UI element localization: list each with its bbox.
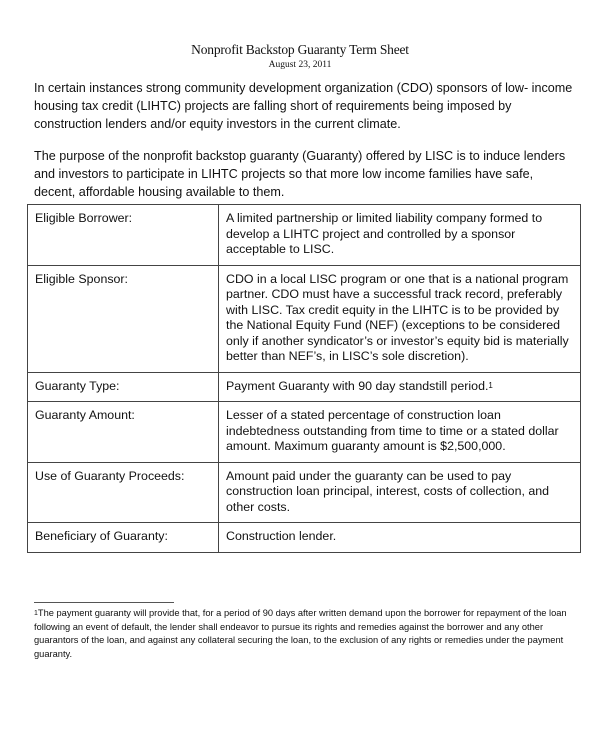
footnote-divider	[34, 602, 174, 603]
term-label: Use of Guaranty Proceeds:	[28, 462, 219, 523]
term-value: Lesser of a stated percentage of construction loan indebtedness outstanding from time to time or a stated dollar amount. Maximum guaranty amount is $2,500,000.	[219, 402, 581, 463]
term-label: Guaranty Type:	[28, 372, 219, 402]
term-label: Eligible Sponsor:	[28, 265, 219, 372]
term-label: Eligible Borrower:	[28, 205, 219, 266]
term-label: Beneficiary of Guaranty:	[28, 523, 219, 553]
footnote-reference: 1	[488, 380, 493, 390]
footnote	[34, 607, 574, 661]
footnote-text: The payment guaranty will provide that, for a period of 90 days after written demand upon the borrower for repayment of the loan following an event of default, the lender shall endeavor to pursue its rights and remedies against the borrower and any other guarantors of the loan, and against any collateral securing the loan, to the exclusion of any rights or remedies under the payment guaranty.	[34, 608, 567, 659]
document-title: Nonprofit Backstop Guaranty Term Sheet	[191, 42, 409, 57]
term-label: Guaranty Amount:	[28, 402, 219, 463]
table-row	[28, 372, 581, 402]
term-value: Payment Guaranty with 90 day standstill period.	[226, 378, 489, 393]
intro-paragraph: In certain instances strong community development organization (CDO) sponsors of low- income housing tax credit (LIHTC) projects are falling short of requirements being imposed by construction lenders and/or equity investors in the current climate.	[34, 81, 573, 131]
table-row	[28, 205, 581, 266]
term-value: Construction lender.	[219, 523, 581, 553]
table-row	[28, 265, 581, 372]
document-date: August 23, 2011	[268, 60, 332, 70]
term-value: Amount paid under the guaranty can be used to pay construction loan principal, interest, costs of collection, and other costs.	[219, 462, 581, 523]
term-value-cell	[219, 372, 581, 402]
table-row	[28, 462, 581, 523]
table-row	[28, 523, 581, 553]
purpose-paragraph: The purpose of the nonprofit backstop guaranty (Guaranty) offered by LISC is to induce lenders and investors to participate in LIHTC projects so that more low income families have safe, decent, affordable housing available to them.	[34, 149, 566, 199]
footnote-marker: 1	[34, 610, 38, 617]
term-value: A limited partnership or limited liability company formed to develop a LIHTC project and controlled by a sponsor acceptable to LISC.	[219, 205, 581, 266]
table-row	[28, 402, 581, 463]
term-value: CDO in a local LISC program or one that is a national program partner. CDO must have a successful track record, preferably with LISC. Tax credit equity in the LIHTC is to be provided by the National Equity Fund (NEF) (exceptions to be considered only if another syndicator’s or investor’s equity bid is materially better than NEF’s, in LISC’s sole discretion).	[219, 265, 581, 372]
terms-table	[27, 204, 581, 553]
